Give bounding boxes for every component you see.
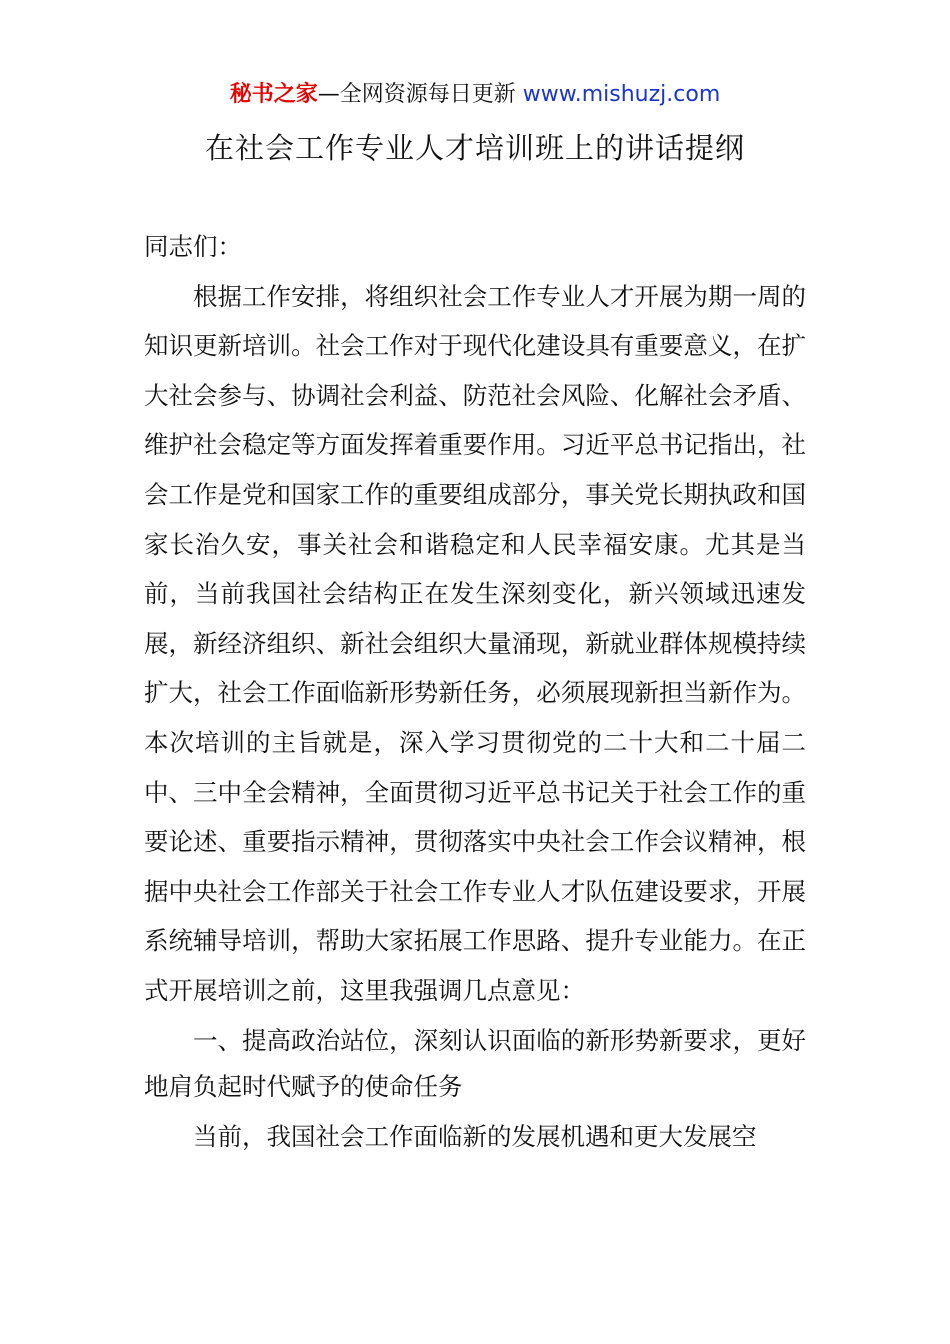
salutation: 同志们： xyxy=(144,232,242,261)
document-body xyxy=(144,222,806,1161)
site-url[interactable]: www.mishuzj.com xyxy=(522,82,721,107)
site-tagline: —全网资源每日更新 xyxy=(317,82,523,107)
site-brand: 秘书之家 xyxy=(229,82,318,107)
section-heading: 一、提高政治站位，深刻认识面临的新形势新要求，更好地肩负起时代赋予的使命任务 xyxy=(144,1025,806,1101)
document-title: 在社会工作专业人才培训班上的讲话提纲 xyxy=(204,131,745,165)
paragraph: 根据工作安排，将组织社会工作专业人才开展为期一周的知识更新培训。社会工作对于现代化建设具有重要意义，在扩大社会参与、协调社会利益、防范社会风险、化解社会矛盾、维护社会稳定等方面发挥着重要作用。习近平总书记指出，社会工作是党和国家工作的重要组成部分，事关党长期执政和国家长治久安，事关社会和谐稳定和人民幸福安康。尤其是当前，当前我国社会结构正在发生深刻变化，新兴领域迅速发展，新经济组织、新社会组织大量涌现，新就业群体规模持续扩大，社会工作面临新形势新任务，必须展现新担当新作为。本次培训的主旨就是，深入学习贯彻党的二十大和二十届二中、三中全会精神，全面贯彻习近平总书记关于社会工作的重要论述、重要指示精神，贯彻落实中央社会工作会议精神，根据中央社会工作部关于社会工作专业人才队伍建设要求，开展系统辅导培训，帮助大家拓展工作思路、提升专业能力。在正式开展培训之前，这里我强调几点意见： xyxy=(144,281,806,1005)
site-header xyxy=(0,78,950,112)
paragraph: 当前，我国社会工作面临新的发展机遇和更大发展空 xyxy=(193,1121,757,1151)
